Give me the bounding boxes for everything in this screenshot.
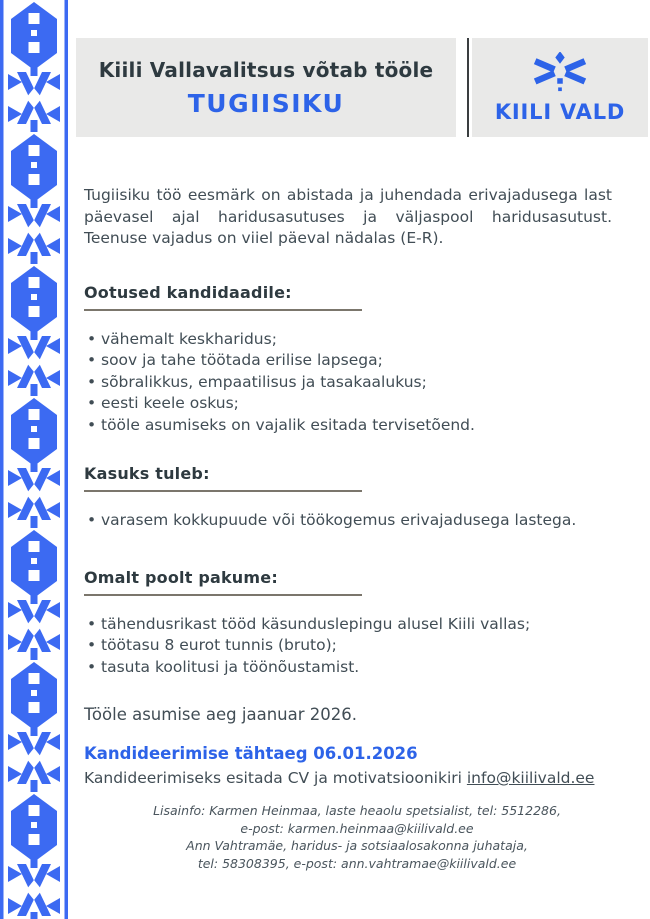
bullet-item: • töötasu 8 eurot tunnis (bruto); — [87, 635, 612, 657]
bullet-list — [87, 329, 612, 437]
section-heading: Kasuks tuleb: — [84, 464, 362, 492]
bullet-item: • sõbralikkus, empaatilisus ja tasakaalukus; — [87, 372, 612, 394]
apply-instructions — [84, 769, 612, 787]
footer-line: Ann Vahtramäe, haridus- ja sotsiaalosakonna juhataja, — [186, 838, 528, 853]
main-content — [84, 185, 612, 872]
folk-pattern-border-icon — [0, 0, 68, 919]
deadline-text: Kandideerimise tähtaeg 06.01.2026 — [84, 744, 418, 763]
section — [84, 568, 612, 679]
footer-line: e-post: karmen.heinmaa@kiilivald.ee — [240, 820, 474, 836]
bullet-item: • vähemalt keskharidus; — [87, 329, 612, 351]
header-divider — [467, 38, 469, 137]
section-heading: Ootused kandidaadile: — [84, 283, 362, 311]
start-date-text: Tööle asumise aeg jaanuar 2026. — [84, 705, 357, 724]
footer-line: tel: 58308395, e-post: ann.vahtramae@kiilivald.ee — [197, 855, 517, 871]
bullet-list — [87, 614, 612, 679]
section-heading: Omalt poolt pakume: — [84, 568, 362, 596]
header — [76, 38, 648, 137]
section — [84, 464, 612, 532]
bullet-item: • soov ja tahe töötada erilise lapsega; — [87, 350, 612, 372]
bullet-item: • varasem kokkupuude või töökogemus erivajadusega lastega. — [87, 510, 612, 532]
page-title: Kiili Vallavalitsus võtab tööle — [98, 57, 434, 82]
bullet-item: • tähendusrikast tööd käsunduslepingu alusel Kiili vallas; — [87, 614, 612, 636]
position-title: TUGIISIKU — [187, 88, 345, 118]
intro-paragraph: Tugiisiku töö eesmärk on abistada ja juhendada erivajadusega last päevasel ajal haridusasutuses ja väljaspool haridusasutust. Teenuse vajadus on viiel päeval nädalas (E-R). — [84, 186, 612, 247]
application-email-link[interactable]: info@kiilivald.ee — [466, 769, 595, 787]
dragonfly-icon — [529, 52, 591, 98]
logo-box — [472, 38, 648, 137]
apply-text: Kandideerimiseks esitada CV ja motivatsioonikiri — [84, 769, 467, 787]
footer-line: Lisainfo: Karmen Heinmaa, laste heaolu spetsialist, tel: 5512286, — [153, 803, 561, 818]
contact-footer — [84, 802, 630, 872]
requirement-sections — [84, 283, 612, 679]
bullet-item: • tööle asumiseks on vajalik esitada tervisetõend. — [87, 415, 612, 437]
logo-text: KIILI VALD — [494, 99, 626, 124]
title-box — [76, 38, 456, 137]
bullet-item: • eesti keele oskus; — [87, 393, 612, 415]
bullet-list — [87, 510, 612, 532]
bullet-item: • tasuta koolitusi ja töönõustamist. — [87, 657, 612, 679]
section — [84, 283, 612, 437]
